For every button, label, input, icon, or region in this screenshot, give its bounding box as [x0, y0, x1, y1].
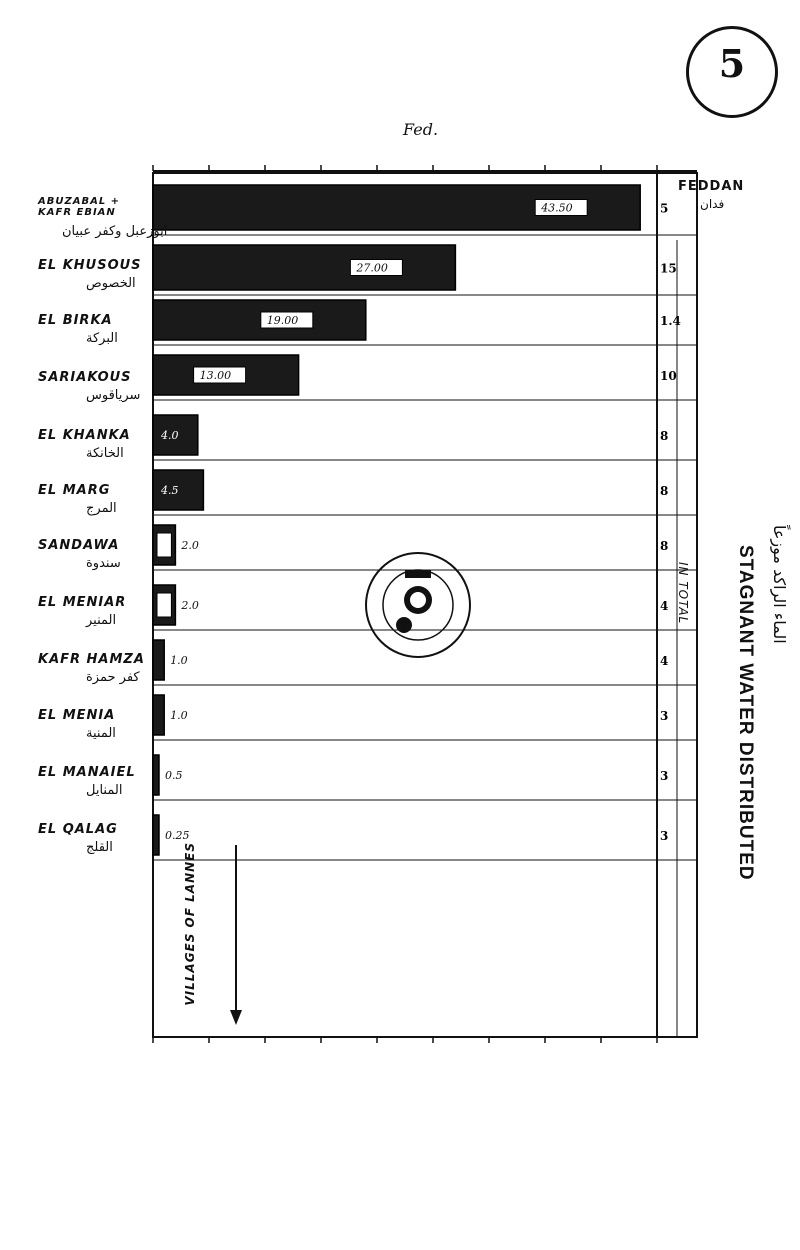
- stamp-bar: [405, 570, 431, 578]
- row-index-mark: 4: [660, 654, 669, 668]
- bar-value-label: 43.50: [541, 201, 573, 215]
- bar: [153, 695, 164, 735]
- bar-value-label: 2.0: [181, 599, 199, 612]
- village-label: SARIAKOUS: [38, 370, 132, 385]
- bar-value-label: 4.0: [161, 429, 179, 442]
- village-label: EL MARG: [38, 483, 111, 498]
- village-label-arabic: الخصوص: [86, 276, 136, 291]
- row-index-mark: 8: [660, 484, 669, 498]
- village-label-arabic: المرج: [86, 501, 117, 516]
- feddan-unit-label: FEDDAN: [678, 179, 745, 194]
- row-index-mark: 15: [660, 261, 677, 276]
- village-label: SANDAWA: [38, 538, 120, 553]
- fed-annotation: Fed.: [403, 120, 439, 139]
- bar-value-label: 27.00: [356, 261, 388, 275]
- village-label: EL KHANKA: [38, 428, 131, 443]
- bar: [153, 300, 366, 340]
- bar: [153, 755, 159, 795]
- bar: [153, 640, 164, 680]
- village-label: EL QALAG: [38, 822, 118, 837]
- village-label-arabic: المنية: [86, 726, 116, 741]
- stagnant-water-label: STAGNANT WATER DISTRIBUTED: [735, 545, 756, 881]
- stamp-dot: [396, 617, 412, 633]
- village-label-arabic: المنايل: [86, 783, 123, 798]
- bar-value-label: 0.25: [165, 829, 190, 842]
- village-label-arabic: المنير: [86, 613, 117, 628]
- bar-value-label: 1.0: [170, 709, 188, 722]
- bottom-arrow-head: [230, 1010, 242, 1025]
- bar-inner-box: [157, 533, 171, 557]
- village-label-arabic: القلج: [86, 840, 113, 855]
- row-index-mark: 8: [660, 429, 669, 443]
- village-label: EL KHUSOUS: [38, 258, 142, 273]
- village-label-arabic: سرياقوس: [86, 388, 141, 403]
- stagnant-water-arabic: الماء الراكد موزعاً: [770, 525, 789, 644]
- bar-value-label: 19.00: [266, 314, 299, 327]
- bar-value-label: 2.0: [181, 539, 199, 552]
- bar: [153, 815, 159, 855]
- village-label: KAFR HAMZA: [38, 652, 145, 667]
- village-label: ABUZABAL + KAFR EBIAN: [38, 196, 121, 218]
- village-label: EL MENIA: [38, 708, 116, 723]
- bar-value-label: 0.5: [165, 769, 183, 782]
- row-index-mark: 3: [660, 769, 669, 783]
- row-index-mark: 10: [660, 369, 677, 383]
- in-total-label: IN TOTAL: [676, 562, 690, 625]
- village-label: EL MENIAR: [38, 595, 127, 610]
- row-index-mark: 5: [660, 201, 669, 216]
- village-label-arabic: البركة: [86, 331, 118, 346]
- bar-value-label: 1.0: [170, 654, 188, 667]
- village-label-arabic: الخانكة: [86, 446, 124, 461]
- village-label: EL BIRKA: [38, 313, 113, 328]
- bar: [153, 245, 455, 290]
- row-index-mark: 4: [660, 599, 669, 613]
- row-index-mark: 3: [660, 709, 669, 723]
- bar-value-label: 13.00: [199, 369, 232, 382]
- row-index-mark: 8: [660, 539, 669, 553]
- row-index-mark: 3: [660, 829, 669, 843]
- bar-inner-box: [157, 593, 171, 617]
- village-label-arabic: ابوزعبل وكفر عبيان: [62, 224, 168, 239]
- page-number: 5: [718, 41, 746, 86]
- row-index-mark: 1.4: [660, 314, 681, 328]
- village-label-arabic: كفر حمزة: [86, 670, 140, 685]
- village-label: EL MANAIEL: [38, 765, 136, 780]
- village-label-arabic: سندوة: [86, 556, 121, 571]
- feddan-unit-arabic: فدان: [700, 197, 725, 211]
- stamp-center-hole: [410, 592, 426, 608]
- bar-value-label: 4.5: [161, 484, 179, 497]
- villages-axis-label: VILLAGES OF LANNES: [183, 842, 197, 1006]
